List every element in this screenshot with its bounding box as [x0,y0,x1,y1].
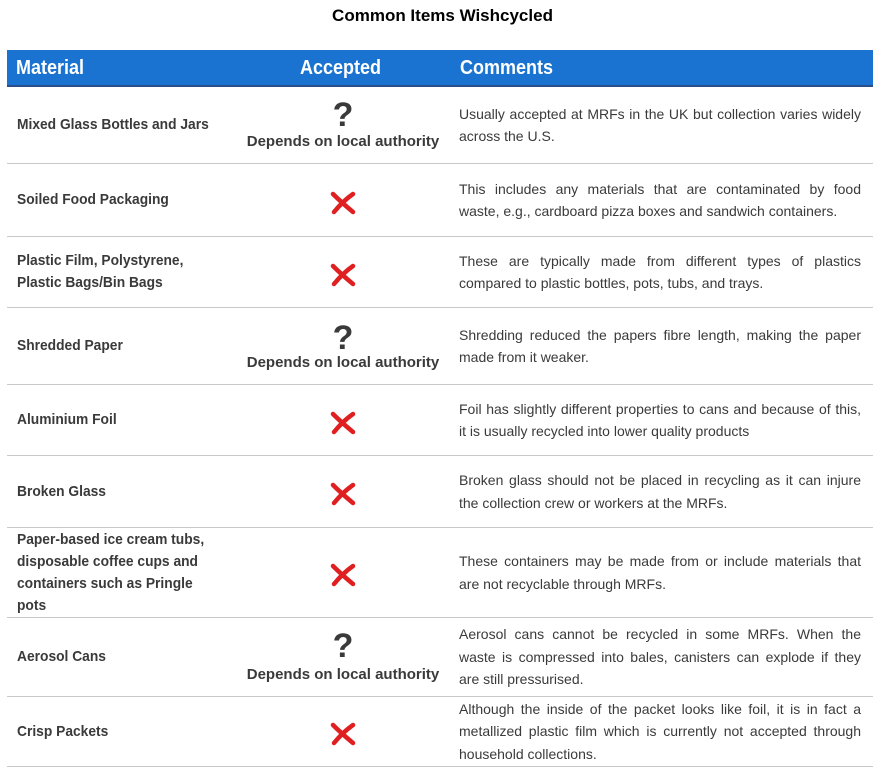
table-row [7,618,873,697]
red-cross-icon [329,411,357,435]
comment-cell [459,87,861,163]
comment-cell [459,237,861,307]
table-row [7,528,873,618]
accepted-cell [240,618,446,696]
comment-cell [459,618,861,696]
red-cross-icon [329,722,357,746]
material-label: Aluminium Foil [17,411,117,428]
page-title: Common Items Wishcycled [332,6,553,25]
table-row [7,385,873,456]
table-row [7,697,873,767]
question-mark-icon: ? [332,319,354,357]
accepted-note: Depends on local authority [246,666,440,683]
material-cell [17,456,237,527]
table-row [7,308,873,385]
comment-text: Although the inside of the packet looks like foil, it is in fact a metallized plastic film which is currently not accepted through household collections. [459,700,861,762]
comment-cell [459,385,861,455]
material-cell [17,164,237,236]
table-row [7,456,873,528]
red-cross-icon [329,263,357,287]
table-header [7,50,873,87]
material-label: Crisp Packets [17,722,109,740]
material-cell [17,528,237,617]
wishcycled-table [7,50,873,767]
accepted-cell [240,308,446,384]
comment-text: This includes any materials that are contaminated by food waste, e.g., cardboard pizza boxes and sandwich containers. [459,180,861,219]
comment-text: Broken glass should not be placed in recycling as it can injure the collection crew or workers at the MRFs. [459,472,861,511]
header-comments: Comments [460,57,554,79]
material-label: Aerosol Cans [17,648,106,665]
material-cell [17,618,237,696]
material-label: Plastic Film, Polystyrene, Plastic Bags/Bin Bags [17,252,184,291]
accepted-cell [240,528,446,617]
table-row [7,164,873,237]
table-row [7,87,873,164]
material-cell [17,308,237,384]
question-mark-icon: ? [332,96,354,134]
material-cell [17,87,237,163]
accepted-cell [240,87,446,163]
table-body [7,87,873,767]
accepted-note: Depends on local authority [246,354,440,371]
material-cell [17,385,237,455]
comment-text: Shredding reduced the papers fibre length, making the paper made from it weaker. [459,326,861,365]
material-label: Broken Glass [17,482,106,500]
header-material: Material [16,57,85,79]
accepted-cell [240,697,446,766]
material-label: Mixed Glass Bottles and Jars [17,116,209,133]
red-cross-icon [329,191,357,215]
material-label: Shredded Paper [17,337,123,354]
material-label: Soiled Food Packaging [17,191,169,208]
comment-cell [459,164,861,236]
comment-text: Foil has slightly different properties to cans and because of this, it is usually recycled into lower quality products [459,400,861,439]
comment-cell [459,308,861,384]
accepted-note: Depends on local authority [246,133,440,150]
comment-text: Usually accepted at MRFs in the UK but collection varies widely across the U.S. [459,105,861,144]
comment-text: These are typically made from different types of plastics compared to plastic bottles, pots, tubs, and trays. [459,252,861,291]
accepted-cell [240,237,446,307]
material-cell [17,697,237,766]
comment-cell [459,456,861,527]
red-cross-icon [329,482,357,506]
accepted-cell [240,164,446,236]
header-accepted: Accepted [300,57,382,79]
table-row [7,237,873,308]
material-label: Paper-based ice cream tubs, disposable coffee cups and containers such as Pringle pots [17,530,205,614]
comment-cell [459,528,861,617]
red-cross-icon [329,563,357,587]
accepted-cell [240,385,446,455]
question-mark-icon: ? [332,627,354,665]
comment-cell [459,697,861,766]
material-cell [17,237,237,307]
accepted-cell [240,456,446,527]
comment-text: Aerosol cans cannot be recycled in some MRFs. When the waste is compressed into bales, canisters can explode if they are still pressurised. [459,626,861,688]
comment-text: These containers may be made from or include materials that are not recyclable through MRFs. [459,553,861,592]
